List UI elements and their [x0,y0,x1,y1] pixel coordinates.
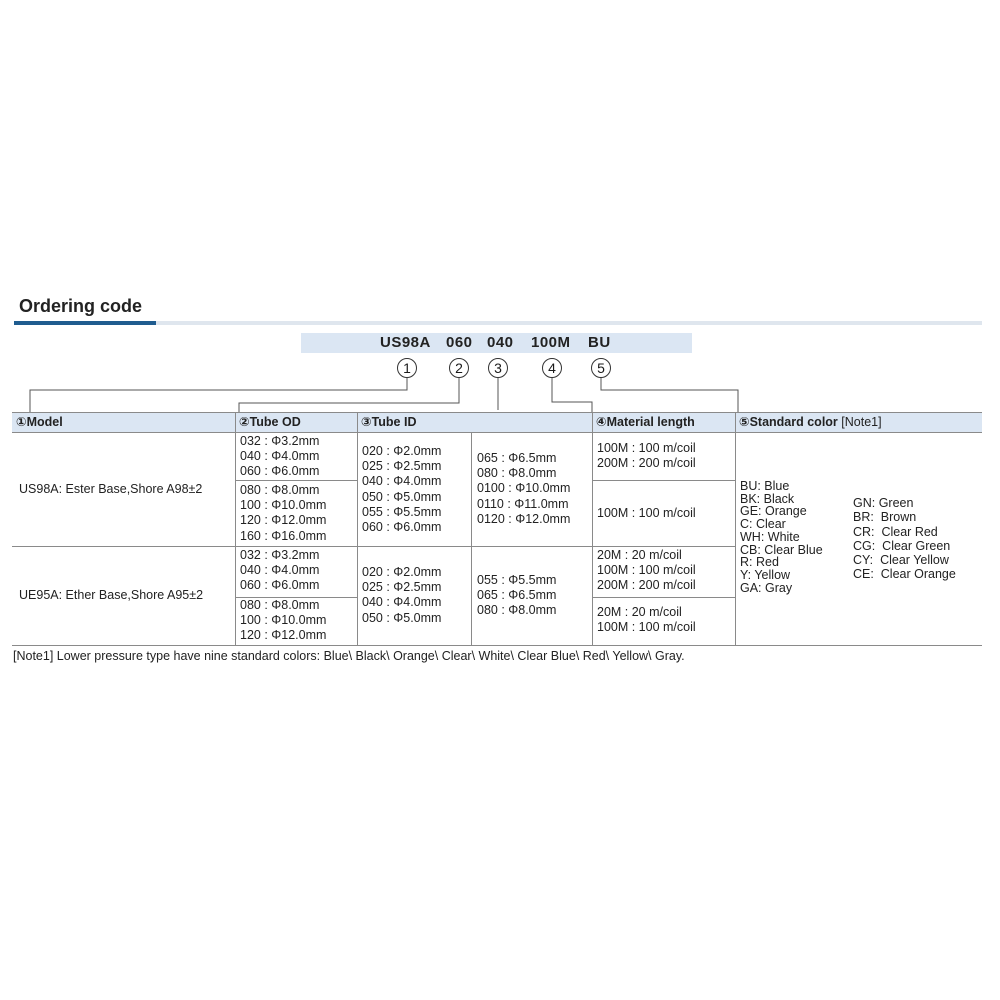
length-subdivider-2 [592,597,735,598]
header-tube-id: ③Tube ID [361,415,417,429]
marker-2: 2 [449,358,469,378]
tube-id-ue95a-small: 020 : Φ2.0mm 025 : Φ2.5mm 040 : Φ4.0mm 050 : Φ5.0mm [362,565,442,625]
marker-1: 1 [397,358,417,378]
table-bottom-border [12,645,982,646]
header-material-length: ④Material length [596,415,695,429]
tube-id-ue95a-large: 055 : Φ5.5mm 065 : Φ6.5mm 080 : Φ8.0mm [477,573,557,618]
marker-3: 3 [488,358,508,378]
tube-id-us98a-small: 020 : Φ2.0mm 025 : Φ2.5mm 040 : Φ4.0mm 050 : Φ5.0mm 055 : Φ5.5mm 060 : Φ6.0mm [362,444,442,535]
code-segment-length: 100M [531,334,571,351]
color-list-left: BU: Blue BK: Black GE: Orange C: Clear WH: White CB: Clear Blue R: Red Y: Yellow GA: Gray [740,479,823,595]
col-divider-1 [235,412,236,646]
header-note-ref: [Note1] [841,415,882,429]
footnote: [Note1] Lower pressure type have nine standard colors: Blue\ Black\ Orange\ Clear\ White\ Clear Blue\ Red\ Yellow\ Gray. [13,649,685,663]
header-model: ①Model [16,415,63,429]
length-subdivider-1 [592,480,735,481]
color-list-right: GN: Green BR: Brown CR: Clear Red CG: Clear Green CY: Clear Yellow CE: Clear Orange [853,496,956,582]
table-header-border [12,432,982,433]
page-title: Ordering code [19,296,143,316]
connector-2 [239,377,459,413]
tube-od-ue95a-large: 080 : Φ8.0mm 100 : Φ10.0mm 120 : Φ12.0mm [240,598,327,643]
model-ue95a: UE95A: Ether Base,Shore A95±2 [19,588,204,602]
tube-od-subdivider-1 [235,480,357,481]
header-tube-od: ②Tube OD [239,415,301,429]
model-us98a: US98A: Ester Base,Shore A98±2 [19,482,203,496]
tube-od-us98a-small: 032 : Φ3.2mm 040 : Φ4.0mm 060 : Φ6.0mm [240,434,320,479]
col-divider-3 [592,412,593,646]
table-top-border [12,412,982,413]
tube-od-ue95a-small: 032 : Φ3.2mm 040 : Φ4.0mm 060 : Φ6.0mm [240,548,320,593]
marker-4: 4 [542,358,562,378]
header-standard-color [739,414,882,429]
code-segment-tube-od: 060 [446,334,473,351]
connector-1 [30,377,407,413]
code-segment-model: US98A [380,334,431,351]
col-divider-tube-id [471,432,472,646]
length-us98a-large: 100M : 100 m/coil [597,506,696,520]
length-ue95a-large: 20M : 20 m/coil 100M : 100 m/coil [597,605,696,635]
length-ue95a-small: 20M : 20 m/coil 100M : 100 m/coil 200M : 200 m/coil [597,548,696,593]
code-segment-color: BU [588,334,611,351]
tube-id-us98a-large: 065 : Φ6.5mm 080 : Φ8.0mm 0100 : Φ10.0mm 0110 : Φ11.0mm 0120 : Φ12.0mm [477,451,571,526]
length-us98a-small: 100M : 100 m/coil 200M : 200 m/coil [597,441,696,471]
connector-4 [552,377,592,413]
marker-5: 5 [591,358,611,378]
code-segment-tube-id: 040 [487,334,514,351]
connector-5 [601,377,738,413]
col-divider-2 [357,412,358,646]
table-row-divider [12,546,735,547]
col-divider-4 [735,412,736,646]
tube-od-us98a-large: 080 : Φ8.0mm 100 : Φ10.0mm 120 : Φ12.0mm 160 : Φ16.0mm [240,483,327,543]
header-standard-color-label: ⑤Standard color [739,415,838,429]
